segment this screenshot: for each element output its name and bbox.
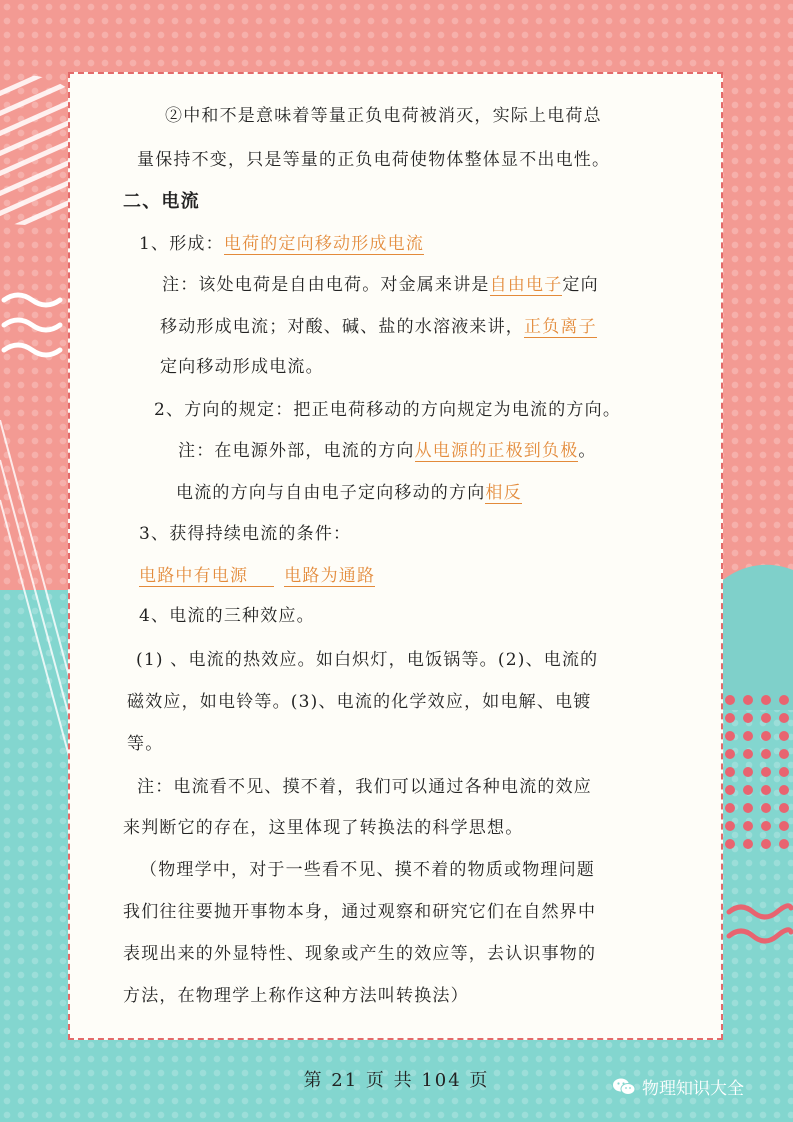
paren-line-4: 方法，在物理学上称作这种方法叫转换法）	[123, 986, 469, 1006]
decorative-white-waves	[0, 290, 72, 380]
note-electron-direction-text: 电流的方向与自由电子定向移动的方向	[176, 483, 486, 503]
content-paper	[68, 72, 723, 1040]
paren-line-1: （物理学中，对于一些看不见、摸不着的物质或物理问题	[140, 860, 595, 880]
effects-line-2: 磁效应，如电铃等。(3)、电流的化学效应，如电解、电镀	[127, 692, 592, 712]
item-formation-label: 1、形成：	[139, 234, 224, 254]
wechat-icon	[612, 1077, 636, 1097]
page-number: 第 21 页 共 104 页	[303, 1070, 490, 1091]
conditions-answers	[139, 564, 375, 588]
note-outside-source-text: 注：在电源外部，电流的方向	[178, 441, 415, 461]
note-free-charge-tail: 定向	[562, 275, 599, 295]
answer-free-electron: 自由电子	[489, 275, 563, 295]
note-solution	[160, 315, 597, 339]
text-line-1: ②中和不是意味着等量正负电荷被消灭，实际上电荷总	[165, 106, 602, 126]
text-line-2: 量保持不变，只是等量的正负电荷使物体整体显不出电性。	[137, 150, 611, 170]
note-free-charge	[162, 273, 599, 297]
note-line-1: 注：电流看不见、摸不着，我们可以通过各种电流的效应	[137, 777, 592, 797]
note-solution-text: 移动形成电流；对酸、碱、盐的水溶液来讲，	[160, 317, 524, 337]
paren-line-3: 表现出来的外显特性、现象或产生的效应等，去认识事物的	[123, 944, 597, 964]
answer-ions: 正负离子	[524, 317, 597, 337]
paren-line-2: 我们往往要抛开事物本身，通过观察和研究它们在自然界中	[123, 902, 597, 922]
section-heading: 二、电流	[123, 191, 200, 212]
note-electron-direction	[176, 481, 522, 505]
answer-closed-circuit: 电路为通路	[284, 566, 376, 586]
effects-line-3: 等。	[127, 734, 164, 754]
effects-line-1: (1) 、电流的热效应。如白炽灯，电饭锅等。(2)、电流的	[136, 650, 599, 670]
watermark-text: 物理知识大全	[642, 1079, 744, 1099]
note-directional: 定向移动形成电流。	[160, 357, 324, 377]
watermark	[612, 1074, 744, 1099]
answer-power-source: 电路中有电源	[139, 566, 274, 587]
item-formation	[139, 232, 424, 256]
note-line-2: 来判断它的存在，这里体现了转换法的科学思想。	[123, 818, 524, 838]
answer-opposite: 相反	[485, 483, 522, 503]
decorative-diagonal-lines	[0, 420, 72, 1040]
item-conditions: 3、获得持续电流的条件：	[139, 524, 352, 544]
answer-positive-to-negative: 从电源的正极到负极	[414, 441, 579, 461]
note-outside-source	[178, 439, 597, 463]
decorative-red-dots	[720, 690, 793, 870]
item-effects: 4、电流的三种效应。	[139, 606, 315, 626]
item-direction: 2、方向的规定：把正电荷移动的方向规定为电流的方向。	[154, 400, 622, 420]
decorative-red-waves	[725, 900, 793, 970]
note-free-charge-text: 注：该处电荷是自由电荷。对金属来讲是	[162, 275, 490, 295]
note-outside-source-tail: 。	[578, 441, 597, 461]
answer-formation: 电荷的定向移动形成电流	[223, 234, 425, 254]
